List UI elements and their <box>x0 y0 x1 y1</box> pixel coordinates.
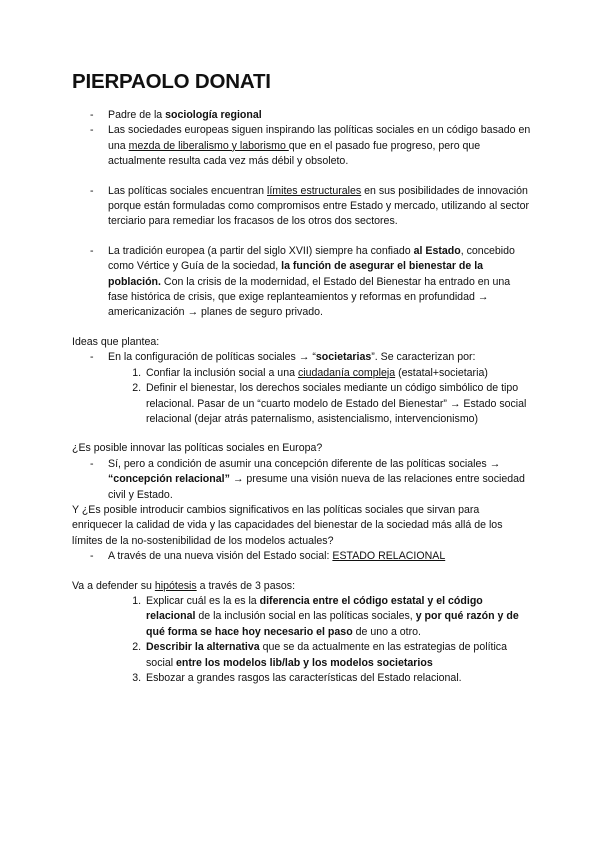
list-item: 3. Esbozar a grandes rasgos las características del Estado relacional. <box>144 671 532 686</box>
hypothesis-steps <box>72 594 532 686</box>
list-item: 2. Describir la alternativa que se da actualmente en las estrategias de política social entre los modelos lib/lab y los modelos societarios <box>144 640 532 671</box>
list-item: - En la configuración de políticas sociales → “societarias”. Se caracterizan por: <box>108 350 532 365</box>
question2-list <box>72 549 532 564</box>
list-item: - Las políticas sociales encuentran límites estructurales en sus posibilidades de innovación porque están formuladas como compromisos entre Estado y mercado, utilizando al sector terciario para remediar los fracasos de los otros dos sectores. <box>108 184 532 230</box>
limits-list <box>72 184 532 230</box>
question-list <box>72 457 532 503</box>
list-item: - Sí, pero a condición de asumir una concepción diferente de las políticas sociales → “concepción relacional” → presume una visión nueva de las relaciones entre sociedad civil y Estado. <box>108 457 532 503</box>
list-item: 1. Confiar la inclusión social a una ciudadanía compleja (estatal+societaria) <box>144 366 532 381</box>
question-heading: ¿Es posible innovar las políticas sociales en Europa? <box>72 442 323 455</box>
list-item: - Padre de la sociología regional <box>108 108 532 123</box>
ideas-numbered-list <box>72 366 532 428</box>
ideas-list <box>72 350 532 365</box>
list-item: - A través de una nueva visión del Estado social: ESTADO RELACIONAL <box>108 549 532 564</box>
question-paragraph: Y ¿Es posible introducir cambios significativos en las políticas sociales que sirvan para enriquecer la calidad de vida y las capacidades del bienestar de la sociedad más allá de los límites de la no-sostenibilidad de los modelos actuales? <box>72 503 503 547</box>
document-page <box>72 70 532 686</box>
list-item: - La tradición europea (a partir del siglo XVII) siempre ha confiado al Estado, concebido como Vértice y Guía de la sociedad, la función de asegurar el bienestar de la población. Con la crisis de la modernidad, el Estado del Bienestar ha entrado en una fase histórica de crisis, que exige replanteamientos y reformas en profundidad → americanización → planes de seguro privado. <box>108 244 532 321</box>
list-item: 1. Explicar cuál es la es la diferencia entre el código estatal y el código relacional de la inclusión social en las políticas sociales, y por qué razón y de qué forma se hace hoy necesario el paso de uno a otro. <box>144 594 532 640</box>
ideas-heading: Ideas que plantea: <box>72 335 160 348</box>
intro-list <box>72 108 532 170</box>
document-title: PIERPAOLO DONATI <box>72 70 271 93</box>
tradition-list <box>72 244 532 321</box>
list-item: 2. Definir el bienestar, los derechos sociales mediante un código simbólico de tipo relacional. Pasar de un “cuarto modelo de Estado del Bienestar” → Estado social relacional (dejar atrás paternalismo, asistencialismo, intervencionismo) <box>144 381 532 427</box>
list-item: - Las sociedades europeas siguen inspirando las políticas sociales en un código basado en una mezda de liberalismo y laborismo que en el pasado fue progreso, pero que actualmente resulta cada vez más débil y obsoleto. <box>108 123 532 169</box>
hypothesis-intro: Va a defender su hipótesis a través de 3 pasos: <box>72 579 296 592</box>
